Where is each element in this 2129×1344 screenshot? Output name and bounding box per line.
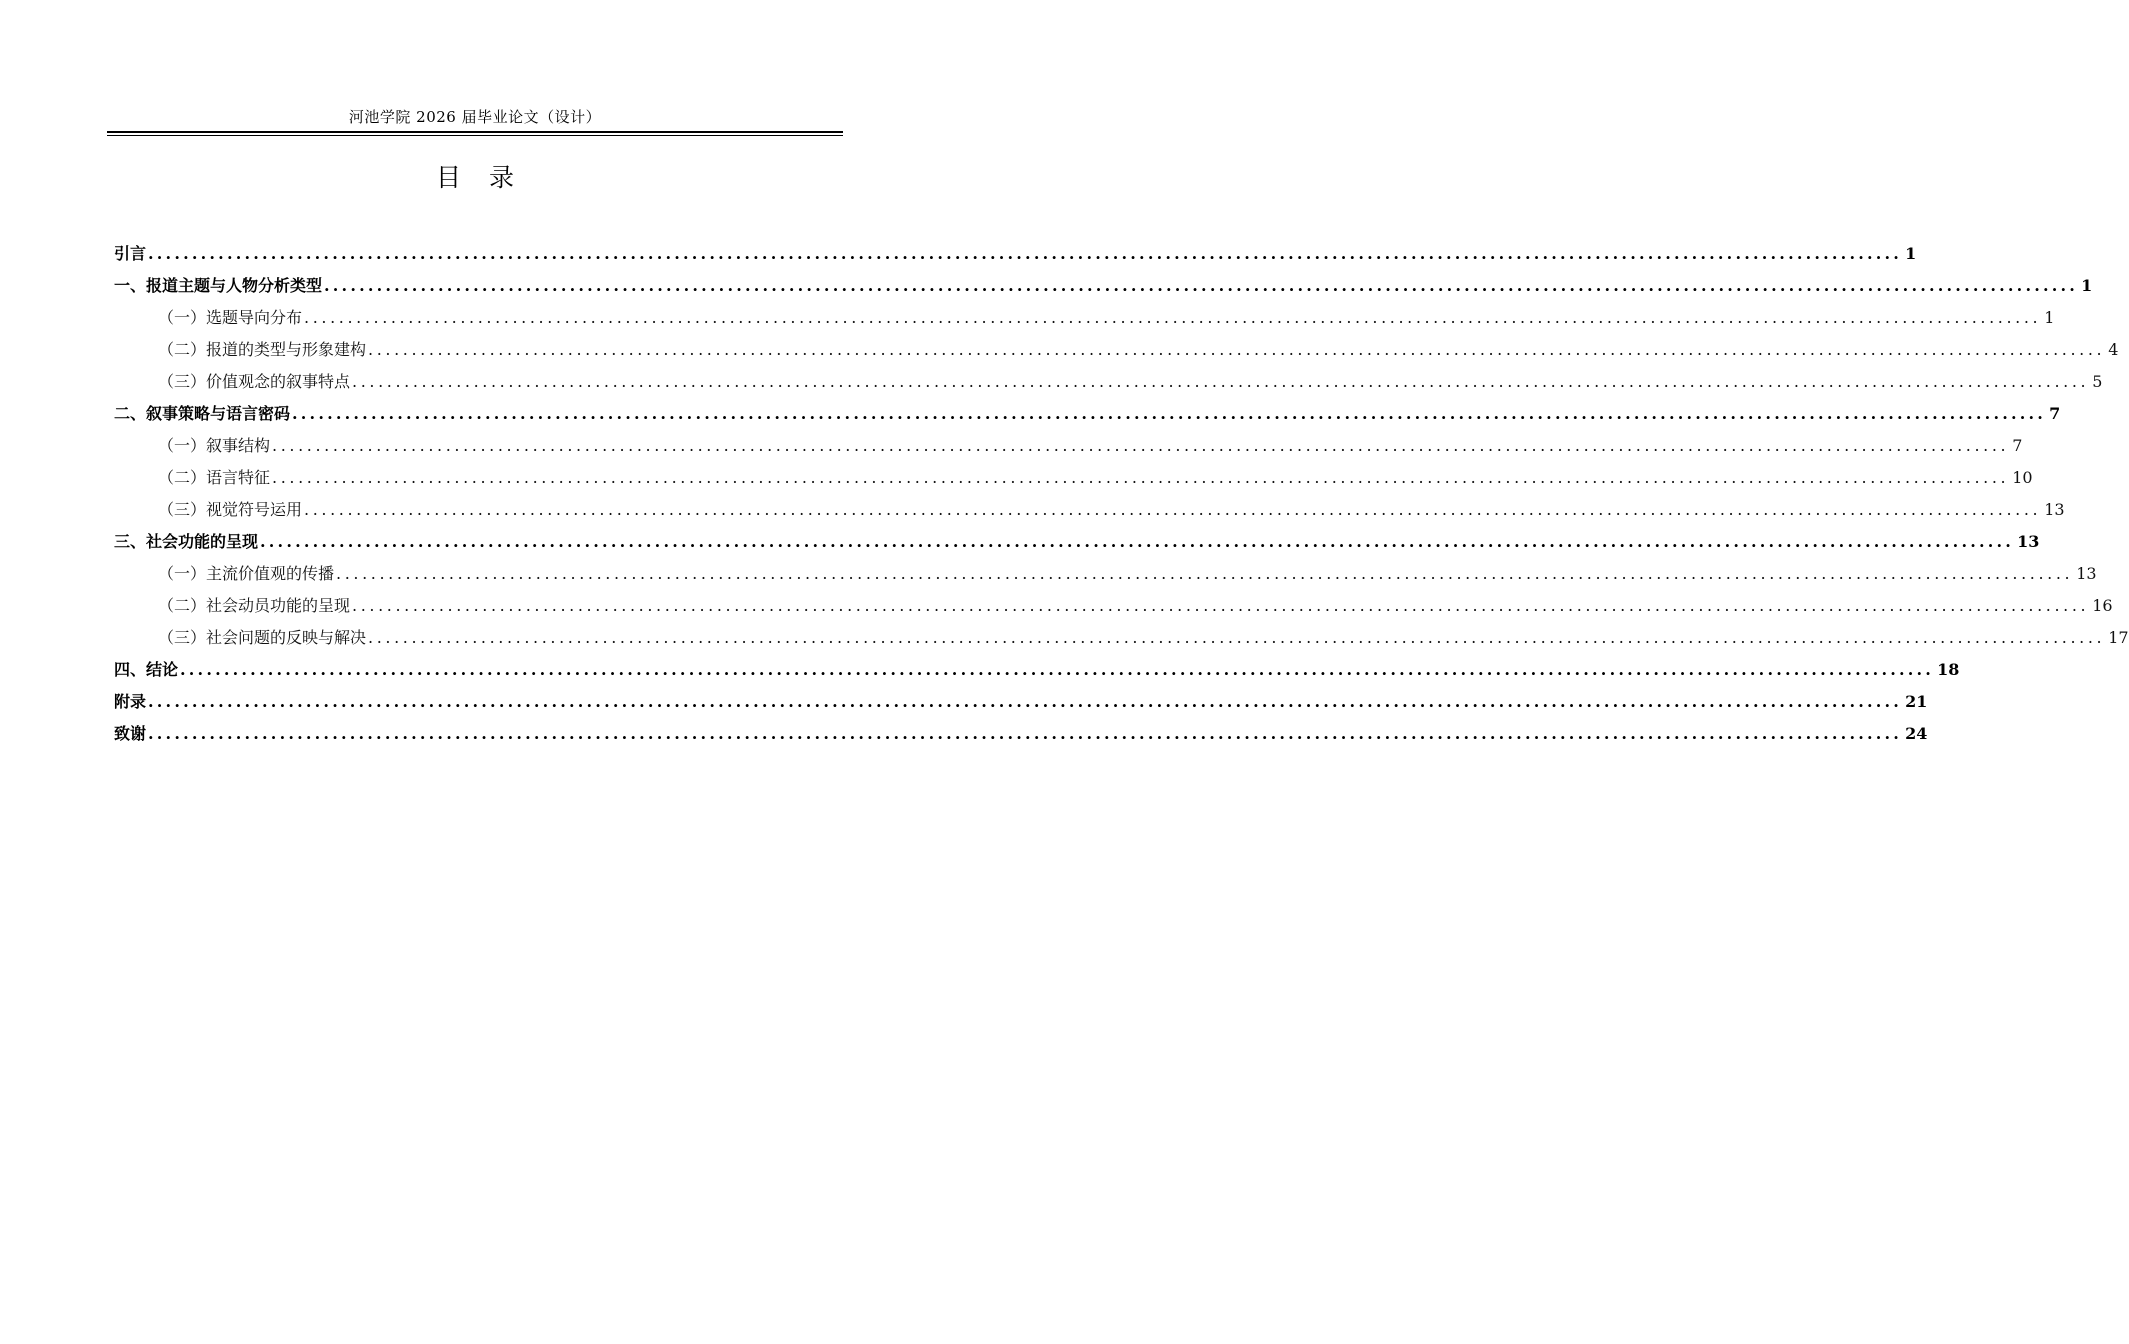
toc-entry-page-number: 18 (1937, 660, 1960, 679)
toc-dot-leader: ........................................................................................................................................................................................................ (352, 596, 2090, 615)
toc-entry[interactable] (114, 558, 2097, 590)
toc-entry-page-number: 21 (1905, 692, 1928, 711)
toc-entry-label: （一）选题导向分布 (158, 308, 303, 327)
running-header: 河池学院 2026 届毕业论文（设计） (348, 108, 602, 126)
header-rule-thick (107, 131, 843, 133)
toc-entry[interactable] (114, 238, 1917, 270)
toc-entry[interactable] (114, 686, 1928, 718)
toc-entry-page-number: 1 (2044, 308, 2055, 327)
toc-entry[interactable] (114, 430, 2023, 462)
toc-entry-label: （二）社会动员功能的呈现 (158, 596, 351, 615)
toc-entry-page-number: 7 (2012, 436, 2023, 455)
toc-entry-label: 四、结论 (114, 660, 179, 679)
toc-entry-page-number: 13 (2017, 532, 2040, 551)
toc-entry-label: （一）叙事结构 (158, 436, 271, 455)
toc-entry[interactable] (114, 494, 2065, 526)
toc-dot-leader: ........................................................................................................................................................................................................ (336, 564, 2074, 583)
toc-entry[interactable] (114, 526, 2040, 558)
toc-entry[interactable] (114, 398, 2061, 430)
toc-dot-leader: ........................................................................................................................................................................................................ (272, 468, 2010, 487)
toc-dot-leader: ........................................................................................................................................................................................................ (324, 276, 2079, 295)
toc-entry-page-number: 13 (2044, 500, 2065, 519)
toc-entry-page-number: 1 (2081, 276, 2093, 295)
toc-entry[interactable] (114, 270, 2093, 302)
toc-entry[interactable] (114, 334, 2119, 366)
toc-entry-label: （一）主流价值观的传播 (158, 564, 335, 583)
toc-entry-label: 一、报道主题与人物分析类型 (114, 276, 323, 295)
toc-entry[interactable] (114, 718, 1928, 750)
toc-entry-page-number: 4 (2108, 340, 2119, 359)
toc-entry[interactable] (114, 654, 1960, 686)
toc-dot-leader: ........................................................................................................................................................................................................ (292, 404, 2047, 423)
toc-entry[interactable] (114, 462, 2033, 494)
toc-entry-page-number: 24 (1905, 724, 1928, 743)
toc-entry-page-number: 1 (1905, 244, 1917, 263)
toc-entry-page-number: 17 (2108, 628, 2129, 647)
toc-entry[interactable] (114, 302, 2055, 334)
toc-title: 目录 (435, 163, 542, 192)
toc-dot-leader: ........................................................................................................................................................................................................ (148, 692, 1903, 711)
toc-dot-leader: ........................................................................................................................................................................................................ (304, 500, 2042, 519)
toc-dot-leader: ........................................................................................................................................................................................................ (368, 628, 2106, 647)
toc-dot-leader: ........................................................................................................................................................................................................ (352, 372, 2090, 391)
toc-dot-leader: ........................................................................................................................................................................................................ (368, 340, 2106, 359)
toc-entry-label: 附录 (114, 692, 147, 711)
toc-dot-leader: ........................................................................................................................................................................................................ (180, 660, 1935, 679)
toc-dot-leader: ........................................................................................................................................................................................................ (272, 436, 2010, 455)
toc-entry-page-number: 7 (2049, 404, 2061, 423)
header-rule-thin (107, 135, 843, 136)
toc-entry[interactable] (114, 622, 2129, 654)
toc-entry[interactable] (114, 366, 2103, 398)
toc-entry-label: （二）语言特征 (158, 468, 271, 487)
toc-list (114, 238, 2129, 750)
toc-dot-leader: ........................................................................................................................................................................................................ (148, 244, 1903, 263)
toc-entry-page-number: 5 (2092, 372, 2103, 391)
toc-dot-leader: ........................................................................................................................................................................................................ (304, 308, 2042, 327)
toc-entry-label: （三）价值观念的叙事特点 (158, 372, 351, 391)
toc-entry-label: 致谢 (114, 724, 147, 743)
toc-entry-page-number: 16 (2092, 596, 2113, 615)
toc-entry-label: （三）视觉符号运用 (158, 500, 303, 519)
toc-entry[interactable] (114, 590, 2113, 622)
toc-dot-leader: ........................................................................................................................................................................................................ (148, 724, 1903, 743)
toc-entry-page-number: 13 (2076, 564, 2097, 583)
toc-entry-page-number: 10 (2012, 468, 2033, 487)
toc-entry-label: （三）社会问题的反映与解决 (158, 628, 367, 647)
toc-entry-label: 二、叙事策略与语言密码 (114, 404, 291, 423)
toc-entry-label: 引言 (114, 244, 147, 263)
toc-dot-leader: ........................................................................................................................................................................................................ (260, 532, 2015, 551)
toc-entry-label: 三、社会功能的呈现 (114, 532, 259, 551)
toc-entry-label: （二）报道的类型与形象建构 (158, 340, 367, 359)
